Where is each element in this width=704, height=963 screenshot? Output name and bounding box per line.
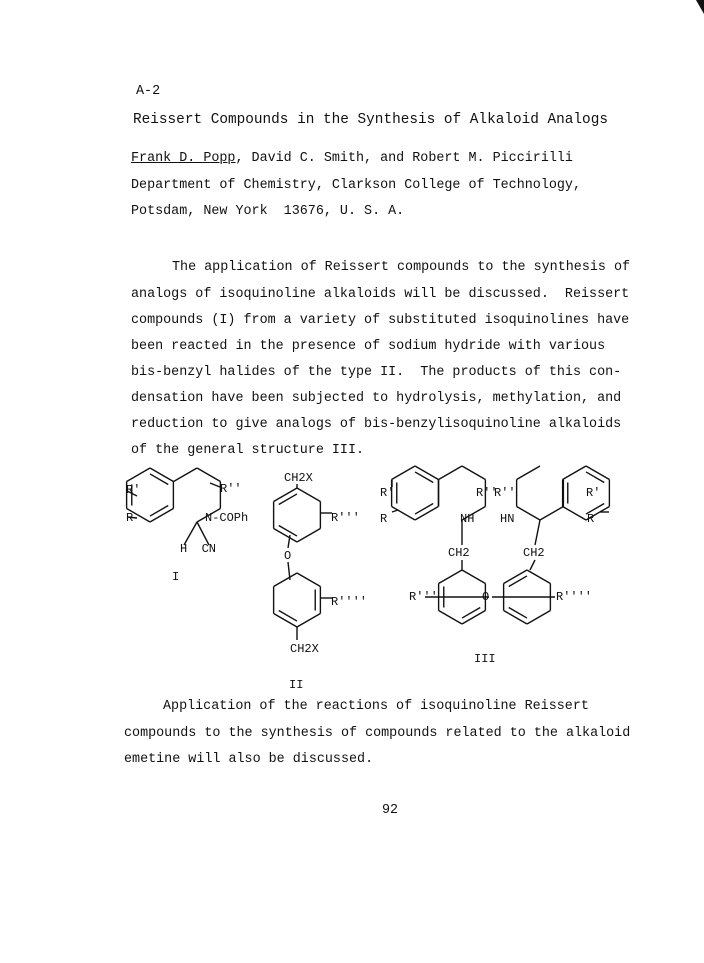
co-authors: , David C. Smith, and Robert M. Piccirilli xyxy=(235,151,573,166)
bond xyxy=(563,507,586,521)
bond xyxy=(415,507,438,521)
bond xyxy=(527,611,550,625)
bond xyxy=(297,573,320,587)
bond xyxy=(462,611,485,625)
bond xyxy=(297,488,320,502)
bond xyxy=(174,468,197,482)
paragraph-line: The application of Reissert compounds to the synthesis of xyxy=(172,260,631,275)
bond xyxy=(127,468,150,482)
bond xyxy=(150,509,173,523)
bond xyxy=(530,560,535,570)
compound-label: III xyxy=(474,652,496,666)
substituent-label: N-COPh xyxy=(205,511,249,525)
substituent-label: R'''' xyxy=(331,595,368,609)
substituent-label: CH2X xyxy=(290,642,319,656)
bond xyxy=(462,608,480,619)
bond xyxy=(415,472,433,483)
substituent-label: R' xyxy=(586,486,601,500)
bond xyxy=(279,494,297,505)
paragraph-line: Application of the reactions of isoquinoline Reissert xyxy=(163,699,589,714)
substituent-label: R' xyxy=(380,486,395,500)
bond xyxy=(517,466,540,480)
bond xyxy=(210,483,220,487)
compound-label: II xyxy=(289,678,304,692)
oxygen-label: O xyxy=(284,549,292,563)
paragraph-line: analogs of isoquinoline alkaloids will be discussed. Reissert xyxy=(131,287,630,302)
bond xyxy=(415,504,433,515)
bond xyxy=(274,488,297,502)
bond xyxy=(439,466,462,480)
paragraph-line: emetine will also be discussed. xyxy=(124,752,374,767)
bond xyxy=(279,611,297,622)
bond xyxy=(415,466,438,480)
substituent-label: CH2X xyxy=(284,471,313,485)
compound-label: I xyxy=(172,570,180,584)
structure-I xyxy=(126,482,248,584)
presenting-author: Frank D. Popp xyxy=(131,151,236,166)
substituent-label: R''' xyxy=(409,590,438,604)
bond xyxy=(150,474,168,485)
substituent-label: R'' xyxy=(494,486,516,500)
bond xyxy=(509,608,527,619)
bond xyxy=(504,570,527,584)
paragraph-line: compounds (I) from a variety of substituted isoquinolines have xyxy=(131,313,630,328)
amine-label: NH xyxy=(460,512,475,526)
substituent-label: R'' xyxy=(220,482,242,496)
bond xyxy=(504,611,527,625)
paragraph-line: of the general structure III. xyxy=(131,443,365,458)
oxygen-label: O xyxy=(482,590,490,604)
bond xyxy=(150,506,168,517)
substituent-label: R'''' xyxy=(556,590,593,604)
substituent-label: R'' xyxy=(476,486,498,500)
methylene-label: CH2 xyxy=(448,546,470,560)
bond xyxy=(535,520,540,545)
substituent-label: R xyxy=(380,512,388,526)
substituent-label: R' xyxy=(126,483,141,497)
methylene-label: CH2 xyxy=(523,546,545,560)
structure-III xyxy=(380,486,600,666)
bond xyxy=(439,570,462,584)
structure-II xyxy=(284,471,367,692)
bond xyxy=(439,611,462,625)
paper-title: Reissert Compounds in the Synthesis of Alkaloid Analogs xyxy=(133,112,608,128)
abstract-id: A-2 xyxy=(136,84,161,99)
bond xyxy=(563,466,586,480)
paragraph-line: compounds to the synthesis of compounds related to the alkaloid xyxy=(124,726,631,741)
bond xyxy=(586,472,604,483)
bond xyxy=(392,507,415,521)
affiliation-line-2: Potsdam, New York 13676, U. S. A. xyxy=(131,204,405,219)
bond xyxy=(540,507,563,521)
bond xyxy=(586,466,609,480)
bond xyxy=(274,614,297,628)
bond xyxy=(509,576,527,587)
paragraph-line: been reacted in the presence of sodium hydride with various xyxy=(131,339,606,354)
substituent-label: R''' xyxy=(331,511,360,525)
bond xyxy=(274,573,297,587)
bond xyxy=(150,468,173,482)
bond xyxy=(279,526,297,537)
paragraph-line: reduction to give analogs of bis-benzylisoquinoline alkaloids xyxy=(131,417,622,432)
bond xyxy=(517,507,540,521)
paragraph-line: bis-benzyl halides of the type II. The products of this con- xyxy=(131,365,622,380)
substituent-label: R xyxy=(126,511,134,525)
bond xyxy=(297,529,320,543)
bond xyxy=(392,510,398,512)
amine-label: HN xyxy=(500,512,515,526)
bond xyxy=(462,466,485,480)
affiliation-line-1: Department of Chemistry, Clarkson College of Technology, xyxy=(131,178,581,193)
bond xyxy=(392,466,415,480)
substituent-label: H CN xyxy=(180,542,217,556)
page-number: 92 xyxy=(382,803,399,818)
paragraph-line: densation have been subjected to hydrolysis, methylation, and xyxy=(131,391,622,406)
bond xyxy=(527,570,550,584)
bond xyxy=(274,529,297,543)
bond xyxy=(462,570,485,584)
bond xyxy=(197,468,220,482)
bond xyxy=(297,614,320,628)
substituent-label: R xyxy=(587,512,595,526)
